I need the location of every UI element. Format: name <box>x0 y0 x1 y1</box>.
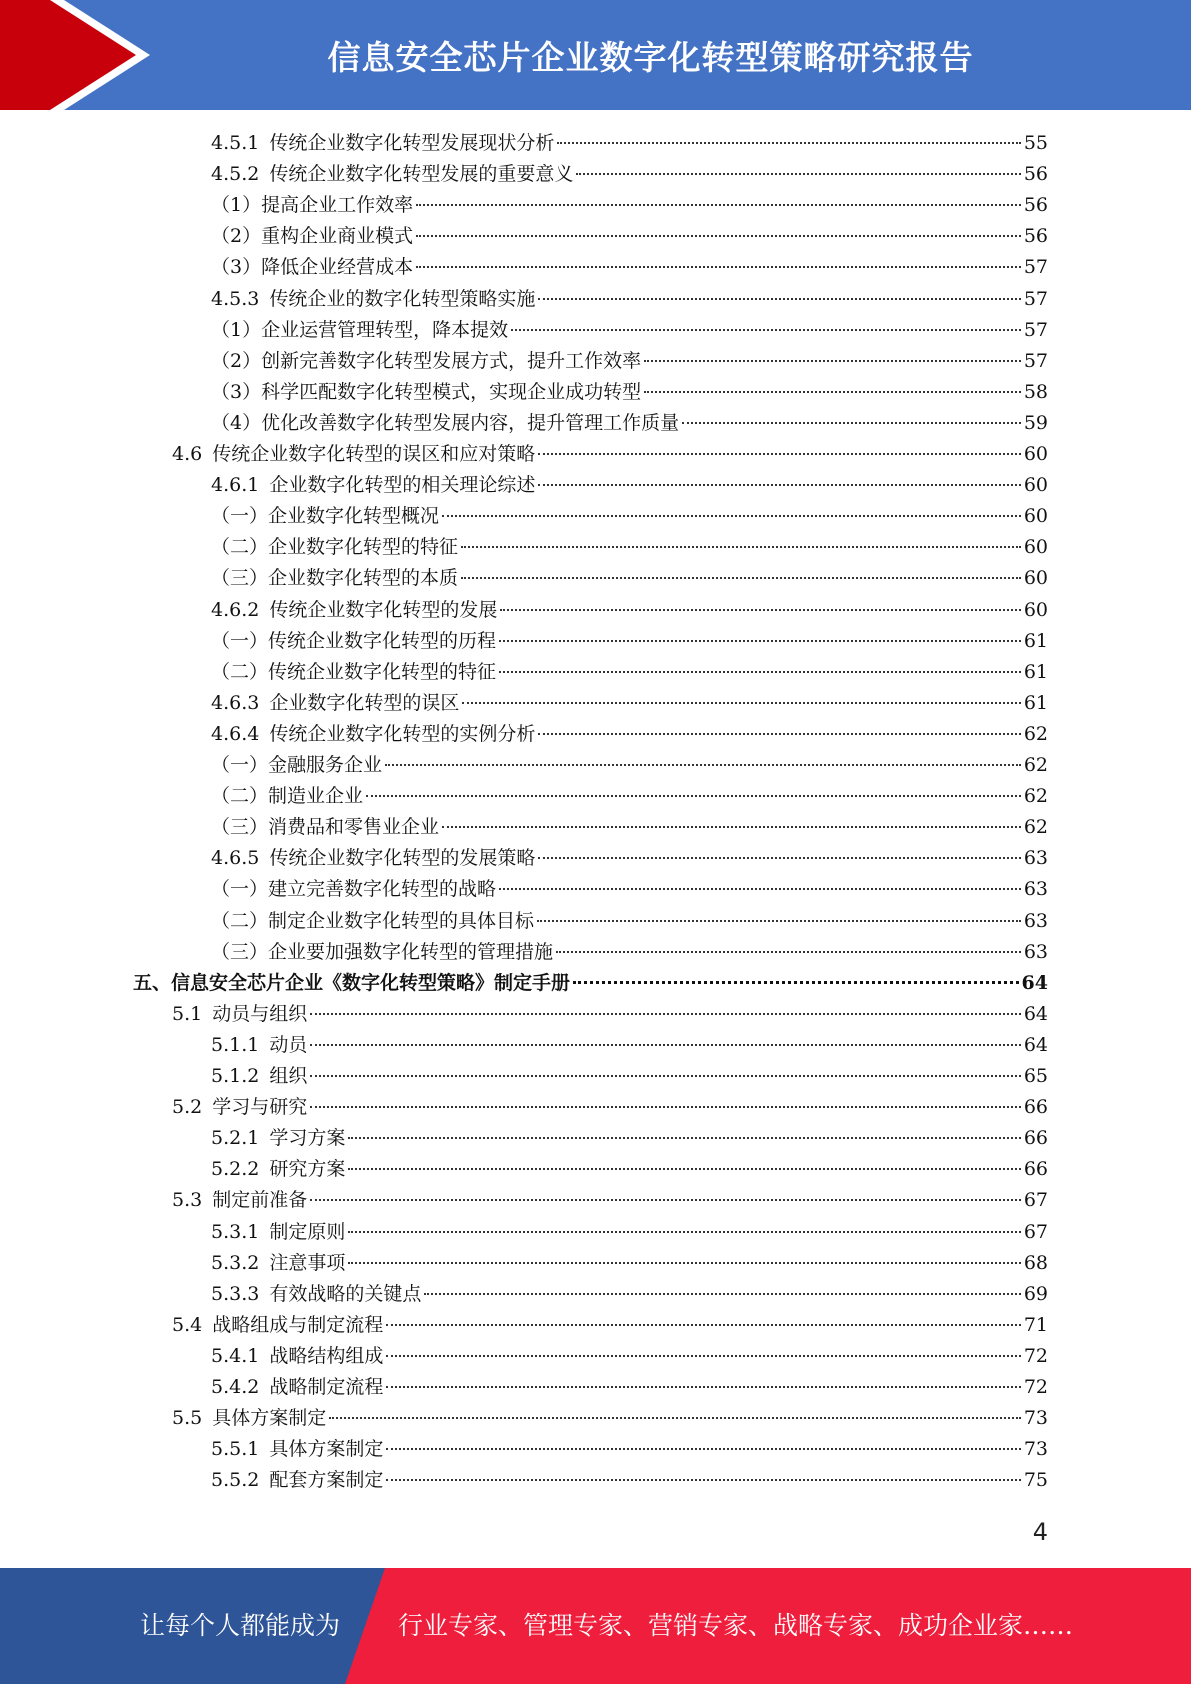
toc-entry-page: 66 <box>1023 1127 1048 1150</box>
toc-entry-page: 71 <box>1023 1313 1048 1336</box>
toc-entry-label: （一）企业数字化转型概况 <box>211 505 440 528</box>
toc-entry[interactable] <box>211 1465 1048 1496</box>
toc-entry-number: 5.5.2 <box>211 1469 260 1492</box>
toc-entry-label: 传统企业数字化转型的发展策略 <box>269 847 536 870</box>
toc-leader-dots <box>538 453 1021 455</box>
toc-entry-number: 5.1.2 <box>211 1065 260 1087</box>
toc-entry-page: 56 <box>1023 163 1048 186</box>
toc-entry[interactable] <box>211 284 1048 315</box>
toc-leader-dots <box>682 422 1021 424</box>
toc-leader-dots <box>424 1293 1020 1295</box>
toc-entry-page: 62 <box>1023 785 1048 808</box>
toc-entry-label: 战略组成与制定流程 <box>212 1313 384 1336</box>
toc-entry-page: 60 <box>1023 505 1048 528</box>
toc-entry-label: 有效战略的关键点 <box>269 1282 422 1305</box>
toc-entry-page: 60 <box>1023 474 1048 497</box>
toc-entry-number: 4.5.3 <box>211 287 260 310</box>
toc-entry-page: 57 <box>1023 349 1048 372</box>
toc-entry[interactable] <box>211 315 1048 346</box>
toc-entry-number: 5.2.2 <box>211 1158 260 1181</box>
toc-entry[interactable] <box>211 937 1048 968</box>
toc-entry[interactable] <box>211 906 1048 937</box>
toc-entry-number: 5.3 <box>172 1189 203 1212</box>
toc-entry-label: 制定前准备 <box>212 1189 308 1212</box>
toc-leader-dots <box>644 360 1021 362</box>
toc-leader-dots <box>538 484 1020 486</box>
toc-leader-dots <box>329 1417 1021 1419</box>
toc-entry-label: 具体方案制定 <box>269 1438 384 1461</box>
toc-entry[interactable] <box>211 626 1048 657</box>
toc-leader-dots <box>310 1106 1021 1108</box>
toc-entry-page: 61 <box>1023 660 1048 683</box>
toc-entry-number: 4.5.1 <box>211 132 260 154</box>
toc-entry-label: 动员与组织 <box>212 1002 308 1025</box>
toc-entry-label: （3）科学匹配数字化转型模式，实现企业成功转型 <box>211 380 642 403</box>
toc-entry-page: 56 <box>1023 194 1048 217</box>
toc-leader-dots <box>538 733 1020 735</box>
toc-entry-label: （一）金融服务企业 <box>211 754 383 776</box>
toc-entry[interactable] <box>211 1061 1048 1092</box>
toc-entry-number: 5.1 <box>172 1002 203 1025</box>
toc-entry-number: 4.6.1 <box>211 474 260 497</box>
toc-entry[interactable] <box>211 128 1048 159</box>
toc-entry-label: （一）传统企业数字化转型的历程 <box>211 629 497 652</box>
toc-entry-label: （三）企业数字化转型的本质 <box>211 567 459 590</box>
toc-entry-number: 4.6.2 <box>211 598 260 621</box>
header-chevron-icon <box>0 0 136 110</box>
toc-leader-dots <box>499 888 1021 890</box>
toc-entry-label: 学习方案 <box>269 1127 346 1150</box>
toc-leader-dots <box>416 266 1021 268</box>
toc-entry-label: 传统企业数字化转型发展的重要意义 <box>269 163 574 186</box>
toc-leader-dots <box>386 1324 1021 1326</box>
toc-entry-number: 5.3.3 <box>211 1282 260 1305</box>
toc-entry-page: 57 <box>1023 318 1048 341</box>
toc-entry[interactable] <box>172 1403 1048 1434</box>
toc-entry-number: 5.3.2 <box>211 1251 260 1274</box>
toc-entry[interactable] <box>211 563 1048 594</box>
toc-entry-page: 63 <box>1023 909 1048 932</box>
toc-entry-page: 61 <box>1023 629 1048 652</box>
toc-entry[interactable] <box>172 999 1048 1030</box>
document-title: 信息安全芯片企业数字化转型策略研究报告 <box>327 37 974 77</box>
page-header <box>0 0 1191 110</box>
toc-entry-label: （二）制造业企业 <box>211 785 364 808</box>
toc-leader-dots <box>461 577 1021 579</box>
toc-entry[interactable] <box>172 1185 1048 1216</box>
toc-entry[interactable] <box>211 719 1048 750</box>
toc-entry-page: 64 <box>1021 971 1048 994</box>
toc-entry[interactable] <box>211 190 1048 221</box>
toc-entry[interactable] <box>211 1372 1048 1403</box>
toc-leader-dots <box>386 1386 1020 1388</box>
toc-entry-page: 66 <box>1023 1096 1048 1119</box>
toc-entry[interactable] <box>211 377 1048 408</box>
toc-entry-label: （三）企业要加强数字化转型的管理措施 <box>211 940 554 963</box>
toc-entry[interactable] <box>211 252 1048 283</box>
toc-entry-page: 66 <box>1023 1158 1048 1181</box>
toc-entry-label: （3）降低企业经营成本 <box>211 256 414 279</box>
toc-leader-dots <box>416 204 1021 206</box>
toc-entry[interactable] <box>211 1341 1048 1372</box>
toc-entry-label: 动员 <box>269 1033 308 1056</box>
toc-entry-label: 企业数字化转型的误区 <box>269 691 460 714</box>
toc-entry-label: 传统企业数字化转型发展现状分析 <box>269 132 555 154</box>
toc-leader-dots <box>500 609 1020 611</box>
toc-entry[interactable] <box>211 781 1048 812</box>
toc-leader-dots <box>385 764 1021 766</box>
toc-entry-label: 配套方案制定 <box>269 1469 384 1492</box>
toc-entry-page: 60 <box>1023 443 1048 465</box>
toc-leader-dots <box>348 1168 1020 1170</box>
toc-entry[interactable] <box>211 1434 1048 1465</box>
toc-entry-label: 传统企业数字化转型的发展 <box>269 598 498 621</box>
footer-slogan-left: 让每个人都能成为 <box>140 1611 341 1640</box>
toc-entry-page: 58 <box>1023 380 1048 403</box>
toc-leader-dots <box>499 640 1021 642</box>
toc-entry-number: 5.3.1 <box>211 1220 260 1243</box>
toc-entry-number: 5.4 <box>172 1313 203 1336</box>
toc-entry-page: 62 <box>1023 754 1048 776</box>
toc-entry[interactable] <box>211 812 1048 843</box>
toc-entry[interactable] <box>211 532 1048 563</box>
toc-entry-label: （二）制定企业数字化转型的具体目标 <box>211 909 535 932</box>
footer-slogan-right: 行业专家、管理专家、营销专家、战略专家、成功企业家…… <box>398 1611 1074 1640</box>
toc-leader-dots <box>386 1355 1020 1357</box>
toc-leader-dots <box>511 329 1021 331</box>
toc-entry-number: 4.6.5 <box>211 847 260 870</box>
toc-entry-page: 68 <box>1023 1251 1048 1274</box>
toc-entry-page: 75 <box>1023 1469 1048 1492</box>
toc-entry-page: 59 <box>1023 411 1048 434</box>
toc-entry-page: 62 <box>1023 816 1048 839</box>
toc-entry[interactable] <box>211 501 1048 532</box>
toc-entry[interactable] <box>172 439 1048 470</box>
page-footer <box>0 1568 1191 1684</box>
toc-entry-number: 4.6 <box>172 443 203 465</box>
toc-entry[interactable] <box>211 159 1048 190</box>
toc-leader-dots <box>556 951 1021 953</box>
toc-entry-label: （一）建立完善数字化转型的战略 <box>211 878 497 901</box>
toc-entry-label: 研究方案 <box>269 1158 346 1181</box>
toc-leader-dots <box>348 1137 1020 1139</box>
toc-entry-page: 64 <box>1023 1002 1048 1025</box>
toc-entry-label: 传统企业数字化转型的实例分析 <box>269 722 536 745</box>
toc-entry-page: 60 <box>1023 567 1048 590</box>
toc-entry-label: 制定原则 <box>269 1220 346 1243</box>
toc-entry-label: （2）重构企业商业模式 <box>211 225 414 248</box>
toc-entry-number: 4.6.3 <box>211 691 260 714</box>
toc-entry-number: 5.2.1 <box>211 1127 260 1150</box>
toc-entry[interactable] <box>211 1279 1048 1310</box>
toc-entry-page: 63 <box>1023 847 1048 870</box>
toc-entry[interactable] <box>211 843 1048 874</box>
toc-entry-label: 五、信息安全芯片企业《数字化转型策略》制定手册 <box>133 971 571 994</box>
toc-leader-dots <box>366 795 1021 797</box>
toc-leader-dots <box>557 142 1020 144</box>
toc-entry[interactable] <box>211 874 1048 905</box>
toc-entry-number: 5.4.2 <box>211 1376 260 1398</box>
toc-leader-dots <box>576 173 1020 175</box>
toc-entry[interactable] <box>211 1217 1048 1248</box>
toc-entry-page: 67 <box>1023 1220 1048 1243</box>
toc-leader-dots <box>462 702 1020 704</box>
toc-entry-page: 73 <box>1023 1407 1048 1430</box>
toc-entry[interactable] <box>211 1123 1048 1154</box>
toc-entry-label: （4）优化改善数字化转型发展内容，提升管理工作质量 <box>211 411 680 434</box>
toc-entry-page: 64 <box>1023 1033 1048 1056</box>
toc-entry-label: （二）传统企业数字化转型的特征 <box>211 660 497 683</box>
toc-entry-number: 5.4.1 <box>211 1344 260 1367</box>
page-number: 4 <box>1032 1518 1048 1546</box>
toc-entry-label: 传统企业数字化转型的误区和应对策略 <box>212 443 536 465</box>
toc-entry-page: 67 <box>1023 1189 1048 1212</box>
toc-entry[interactable] <box>172 1310 1048 1341</box>
toc-entry-number: 4.5.2 <box>211 163 260 186</box>
toc-entry[interactable] <box>211 595 1048 626</box>
toc-leader-dots <box>573 981 1019 984</box>
toc-entry-page: 73 <box>1023 1438 1048 1461</box>
toc-leader-dots <box>442 826 1021 828</box>
toc-leader-dots <box>386 1479 1020 1481</box>
toc-entry-page: 63 <box>1023 878 1048 901</box>
toc-entry-page: 61 <box>1023 691 1048 714</box>
toc-entry-label: 战略结构组成 <box>269 1344 384 1367</box>
toc-entry-label: （1）企业运营管理转型，降本提效 <box>211 318 509 341</box>
toc-entry[interactable] <box>211 346 1048 377</box>
toc-entry-number: 5.5.1 <box>211 1438 260 1461</box>
toc-entry-number: 5.1.1 <box>211 1033 260 1056</box>
toc-entry[interactable] <box>211 657 1048 688</box>
toc-entry-label: 具体方案制定 <box>212 1407 327 1430</box>
toc-leader-dots <box>537 920 1021 922</box>
toc-entry[interactable] <box>211 688 1048 719</box>
toc-entry[interactable] <box>211 408 1048 439</box>
toc-entry-label: 注意事项 <box>269 1251 346 1274</box>
toc-entry-page: 57 <box>1023 287 1048 310</box>
toc-entry-label: （1）提高企业工作效率 <box>211 194 414 217</box>
toc-entry[interactable] <box>211 750 1048 781</box>
toc-leader-dots <box>348 1262 1020 1264</box>
toc-leader-dots <box>538 857 1020 859</box>
toc-entry-page: 72 <box>1023 1344 1048 1367</box>
toc-entry[interactable] <box>133 968 1048 999</box>
toc-entry-page: 62 <box>1023 722 1048 745</box>
toc-entry-label: 传统企业的数字化转型策略实施 <box>269 287 536 310</box>
toc-entry[interactable] <box>211 221 1048 252</box>
toc-leader-dots <box>499 671 1021 673</box>
toc-entry-number: 5.2 <box>172 1096 203 1119</box>
toc-leader-dots <box>442 515 1021 517</box>
toc-leader-dots <box>310 1199 1021 1201</box>
toc-entry-page: 65 <box>1023 1065 1048 1087</box>
toc-entry-number: 5.5 <box>172 1407 203 1430</box>
toc-entry[interactable] <box>211 470 1048 501</box>
toc-entry-page: 69 <box>1023 1282 1048 1305</box>
toc-entry[interactable] <box>211 1030 1048 1061</box>
toc-entry-label: （2）创新完善数字化转型发展方式，提升工作效率 <box>211 349 642 372</box>
toc-leader-dots <box>538 298 1020 300</box>
toc-entry-page: 55 <box>1023 132 1048 154</box>
toc-entry-label: 组织 <box>269 1065 308 1087</box>
toc-entry-page: 60 <box>1023 536 1048 559</box>
toc-entry-page: 56 <box>1023 225 1048 248</box>
toc-leader-dots <box>386 1448 1020 1450</box>
toc-entry-label: （三）消费品和零售业企业 <box>211 816 440 839</box>
toc-entry-label: 学习与研究 <box>212 1096 308 1119</box>
toc-leader-dots <box>310 1013 1021 1015</box>
toc-entry-page: 72 <box>1023 1376 1048 1398</box>
toc-leader-dots <box>348 1231 1020 1233</box>
toc-leader-dots <box>461 546 1021 548</box>
toc-entry-page: 60 <box>1023 598 1048 621</box>
toc-entry-page: 57 <box>1023 256 1048 279</box>
toc-entry-label: 战略制定流程 <box>269 1376 384 1398</box>
toc-leader-dots <box>416 235 1021 237</box>
toc-entry-number: 4.6.4 <box>211 722 260 745</box>
toc-entry[interactable] <box>211 1154 1048 1185</box>
toc-entry-page: 63 <box>1023 940 1048 963</box>
toc-leader-dots <box>310 1075 1020 1077</box>
toc-leader-dots <box>644 391 1021 393</box>
toc-entry[interactable] <box>172 1092 1048 1123</box>
toc-entry-label: （二）企业数字化转型的特征 <box>211 536 459 559</box>
toc-entry-label: 企业数字化转型的相关理论综述 <box>269 474 536 497</box>
toc-entry[interactable] <box>211 1248 1048 1279</box>
toc-leader-dots <box>310 1044 1020 1046</box>
